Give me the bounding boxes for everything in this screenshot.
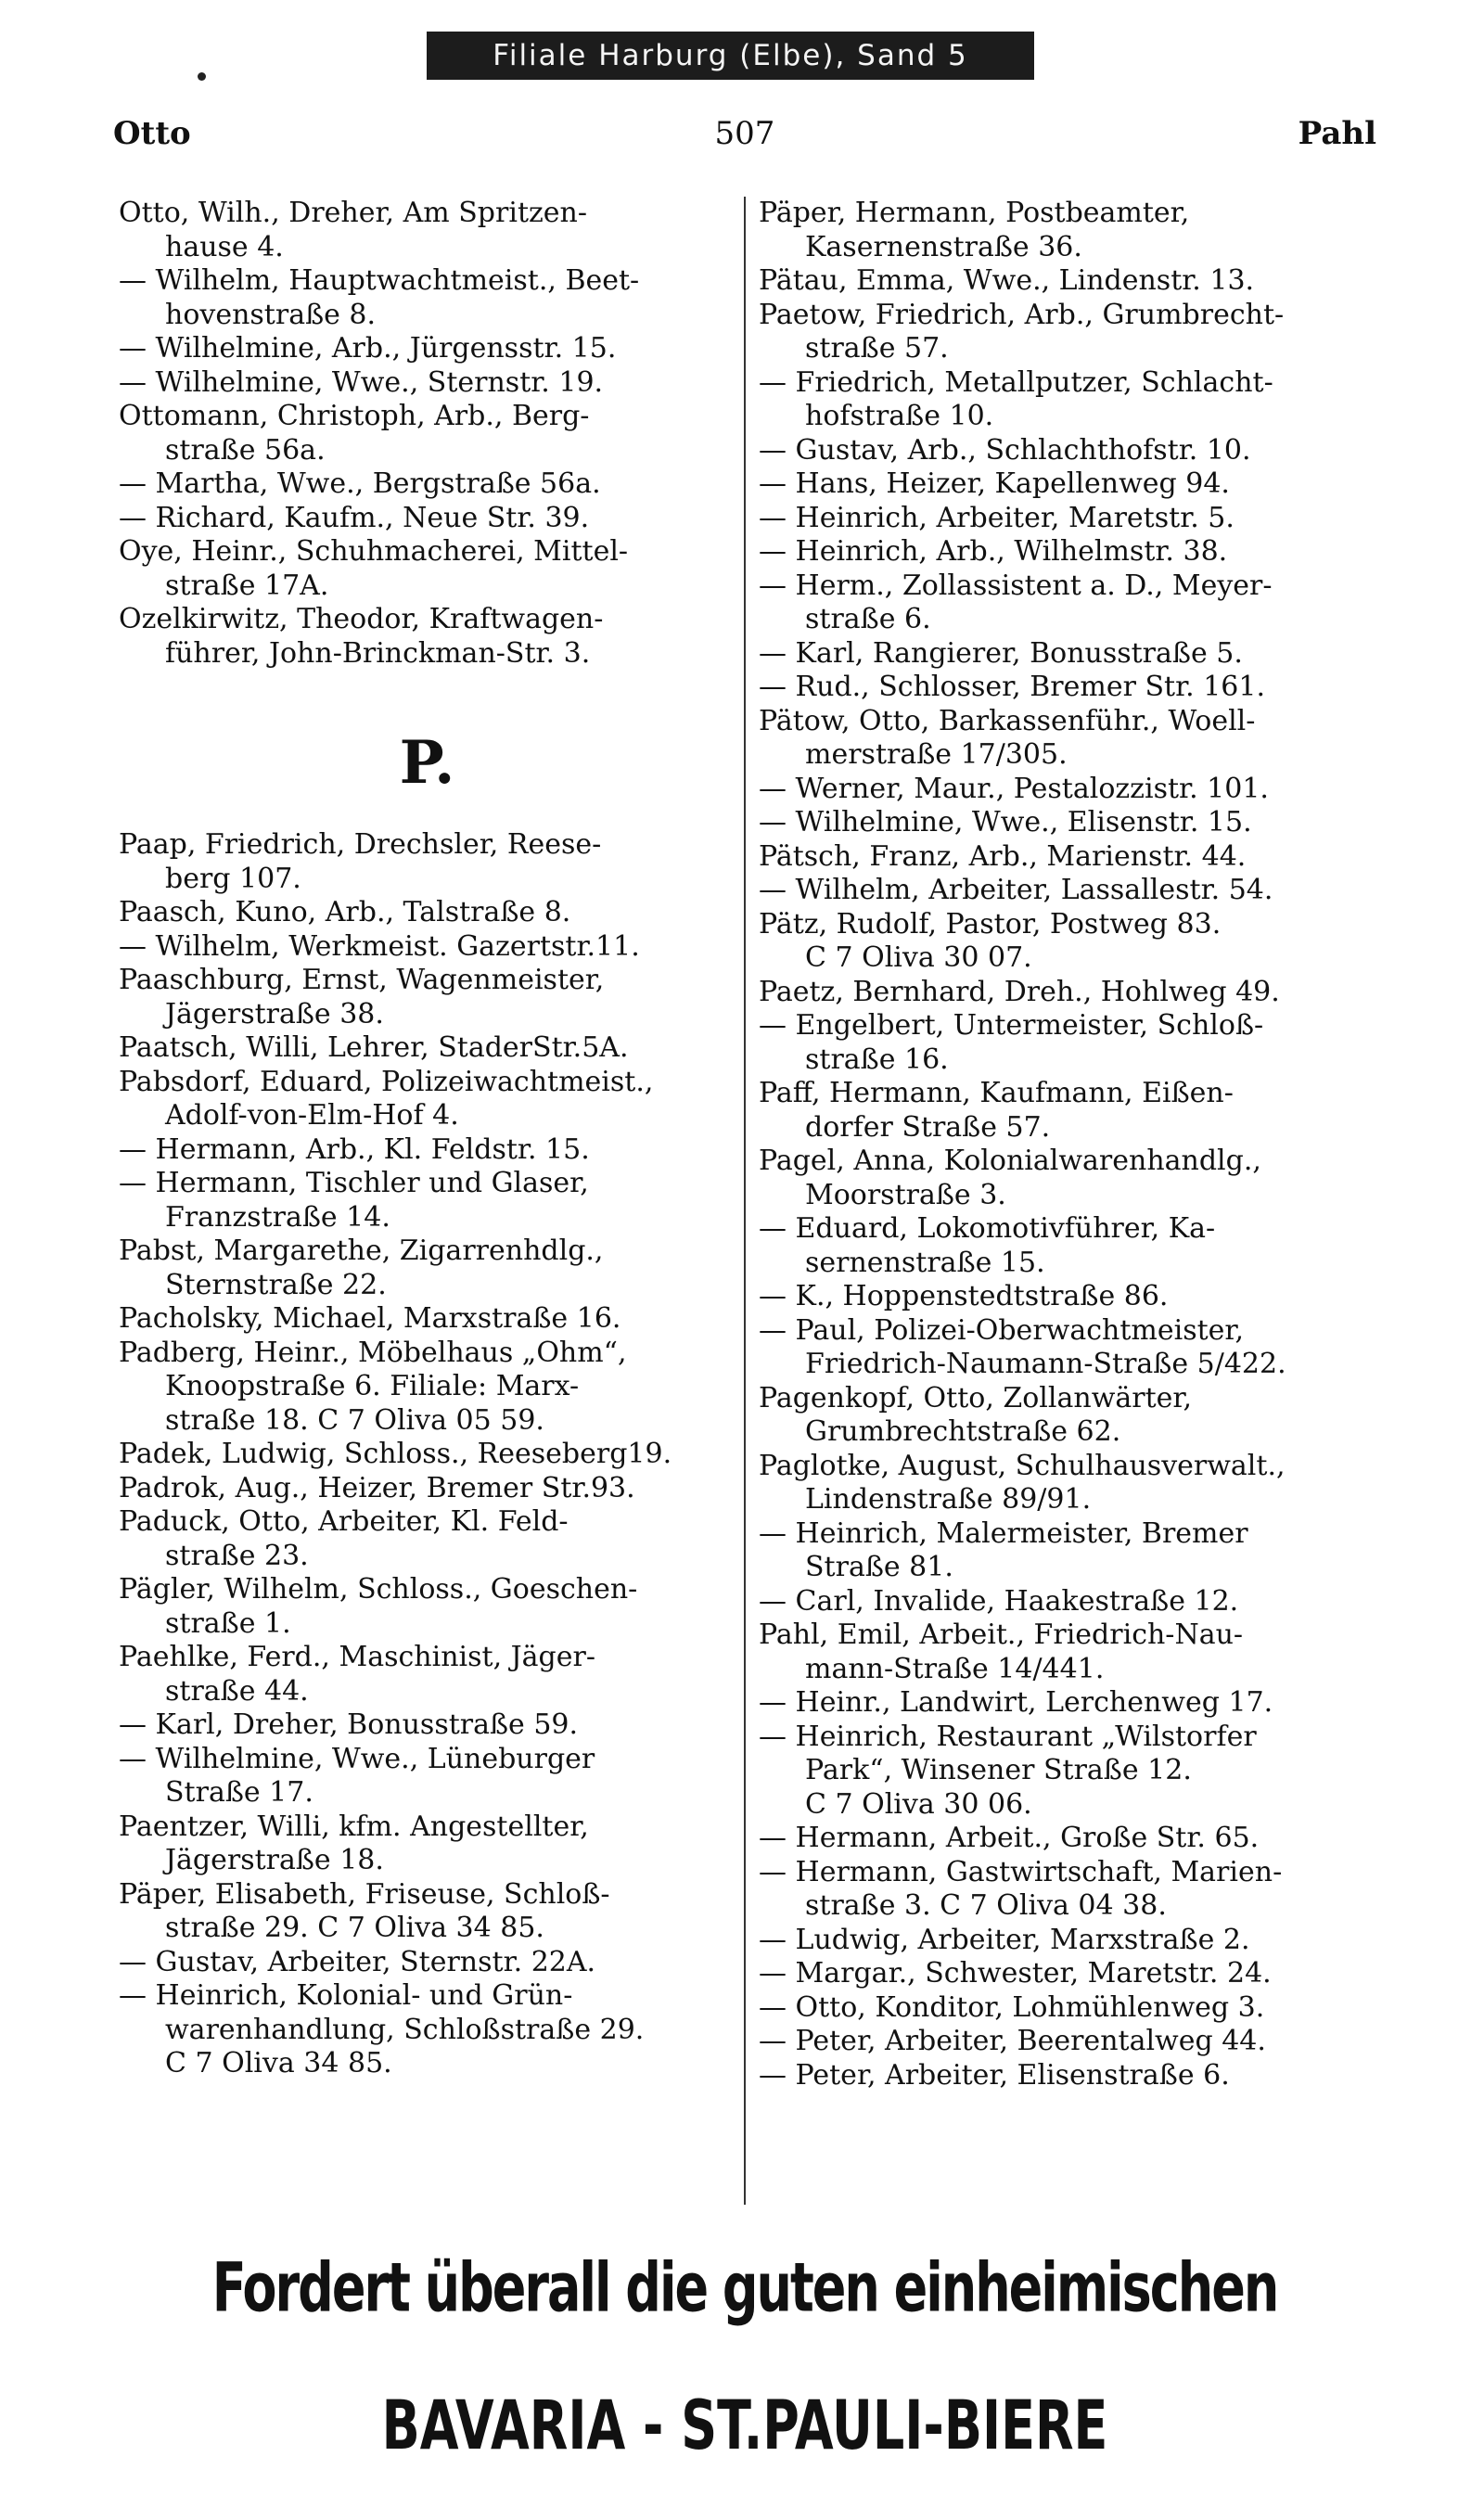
entry-line: — Heinrich, Arbeiter, Maretstr. 5. bbox=[759, 501, 1235, 534]
left-column bbox=[119, 197, 736, 2081]
entry-line: — Ludwig, Arbeiter, Marxstraße 2. bbox=[759, 1923, 1250, 1956]
entry-line: — Herm., Zollassistent a. D., Meyer- bbox=[759, 569, 1273, 602]
entry-continuation: C 7 Oliva 30 07. bbox=[805, 941, 1032, 974]
entry-line: — Hermann, Arb., Kl. Feldstr. 15. bbox=[119, 1132, 590, 1166]
entry-line: — Hermann, Tischler und Glaser, bbox=[119, 1167, 589, 1199]
directory-entry bbox=[119, 603, 736, 671]
entry-line: — Heinr., Landwirt, Lerchenweg 17. bbox=[759, 1686, 1273, 1719]
entry-continuation: Adolf-von-Elm-Hof 4. bbox=[165, 1099, 459, 1132]
directory-entry bbox=[119, 1031, 736, 1066]
entries-o bbox=[119, 197, 736, 671]
entry-line: — Wilhelmine, Wwe., Sternstr. 19. bbox=[119, 365, 604, 399]
directory-entry bbox=[119, 896, 736, 930]
entry-line: Paehlke, Ferd., Maschinist, Jäger- bbox=[119, 1641, 595, 1673]
entry-line: — Gustav, Arb., Schlachthofstr. 10. bbox=[759, 433, 1251, 467]
directory-entry bbox=[759, 535, 1375, 569]
directory-entry bbox=[759, 1382, 1375, 1450]
entry-line: — Wilhelm, Hauptwachtmeist., Beet- bbox=[119, 264, 640, 297]
directory-entry bbox=[759, 2059, 1375, 2093]
entry-line: — K., Hoppenstedtstraße 86. bbox=[759, 1280, 1169, 1312]
entry-line: Padek, Ludwig, Schloss., Reeseberg19. bbox=[119, 1438, 672, 1470]
entry-continuation: straße 17A. bbox=[165, 569, 329, 602]
ink-dot bbox=[198, 72, 206, 81]
entry-continuation: Jägerstraße 18. bbox=[165, 1844, 384, 1876]
entry-line: — Heinrich, Arb., Wilhelmstr. 38. bbox=[759, 535, 1228, 568]
entry-line: Paaschburg, Ernst, Wagenmeister, bbox=[119, 964, 605, 996]
directory-entry bbox=[119, 1167, 736, 1235]
entry-line: Pätz, Rudolf, Pastor, Postweg 83. bbox=[759, 907, 1222, 940]
directory-entry bbox=[119, 1708, 736, 1743]
entry-continuation: Sternstraße 22. bbox=[165, 1268, 387, 1301]
entry-continuation: berg 107. bbox=[165, 862, 301, 895]
entry-line: Paasch, Kuno, Arb., Talstraße 8. bbox=[119, 896, 571, 928]
entry-line: — Werner, Maur., Pestalozzistr. 101. bbox=[759, 772, 1269, 805]
entry-line: Padrok, Aug., Heizer, Bremer Str.93. bbox=[119, 1471, 635, 1504]
entry-continuation: mann-Straße 14/441. bbox=[805, 1652, 1105, 1685]
directory-entry bbox=[759, 2025, 1375, 2059]
directory-entry bbox=[119, 332, 736, 366]
directory-entry bbox=[119, 1133, 736, 1168]
directory-entry bbox=[119, 264, 736, 332]
entry-line: — Karl, Dreher, Bonusstraße 59. bbox=[119, 1708, 579, 1741]
entry-line: Päper, Elisabeth, Friseuse, Schloß- bbox=[119, 1877, 610, 1911]
directory-entry bbox=[759, 840, 1375, 875]
entry-line: — Friedrich, Metallputzer, Schlacht- bbox=[759, 365, 1273, 399]
entry-continuation: Straße 81. bbox=[805, 1551, 953, 1583]
directory-entry bbox=[119, 1235, 736, 1302]
directory-entry bbox=[759, 637, 1375, 672]
entries-right bbox=[759, 197, 1375, 2092]
entry-line: Pabsdorf, Eduard, Polizeiwachtmeist., bbox=[119, 1065, 654, 1098]
entry-line: — Wilhelm, Werkmeist. Gazertstr.11. bbox=[119, 929, 640, 963]
entry-line: — Gustav, Arbeiter, Sternstr. 22A. bbox=[119, 1945, 596, 1978]
directory-entry bbox=[119, 828, 736, 896]
entry-line: Pahl, Emil, Arbeit., Friedrich-Nau- bbox=[759, 1619, 1244, 1651]
directory-entry bbox=[119, 930, 736, 965]
entry-line: — Engelbert, Untermeister, Schloß- bbox=[759, 1009, 1264, 1042]
directory-entry bbox=[119, 535, 736, 603]
entry-line: — Wilhelmine, Wwe., Lüneburger bbox=[119, 1742, 595, 1775]
entry-line: Pacholsky, Michael, Marxstraße 16. bbox=[119, 1302, 621, 1335]
entry-line: — Peter, Arbeiter, Beerentalweg 44. bbox=[759, 2025, 1266, 2057]
directory-entry bbox=[119, 1438, 736, 1472]
entry-line: — Heinrich, Malermeister, Bremer bbox=[759, 1516, 1248, 1550]
directory-entry bbox=[759, 908, 1375, 976]
directory-entry bbox=[759, 874, 1375, 908]
entry-line: Otto, Wilh., Dreher, Am Spritzen- bbox=[119, 197, 588, 229]
directory-entry bbox=[759, 806, 1375, 840]
entry-line: Pägler, Wilhelm, Schloss., Goeschen- bbox=[119, 1573, 638, 1606]
entry-line: Ottomann, Christoph, Arb., Berg- bbox=[119, 400, 590, 432]
entry-continuation: straße 3. C 7 Oliva 04 38. bbox=[805, 1889, 1167, 1922]
entry-continuation: straße 23. bbox=[165, 1539, 309, 1572]
entry-continuation: Lindenstraße 89/91. bbox=[805, 1483, 1092, 1516]
column-divider bbox=[744, 197, 746, 2205]
entry-continuation: Straße 17. bbox=[165, 1776, 313, 1809]
directory-entry bbox=[759, 434, 1375, 468]
directory-entry bbox=[759, 976, 1375, 1010]
directory-entry bbox=[759, 1957, 1375, 1991]
entry-continuation: hofstraße 10. bbox=[805, 400, 994, 432]
entry-continuation: hause 4. bbox=[165, 230, 284, 263]
entry-line: — Peter, Arbeiter, Elisenstraße 6. bbox=[759, 2058, 1230, 2092]
directory-entry bbox=[119, 1743, 736, 1810]
directory-entry bbox=[759, 1314, 1375, 1382]
directory-entry bbox=[119, 1337, 736, 1439]
directory-entry bbox=[759, 197, 1375, 264]
page-number: 507 bbox=[714, 115, 775, 152]
entry-line: Pagenkopf, Otto, Zollanwärter, bbox=[759, 1381, 1192, 1414]
directory-entry bbox=[119, 1302, 736, 1337]
directory-entry bbox=[759, 1721, 1375, 1823]
entry-line: Paetz, Bernhard, Dreh., Hohlweg 49. bbox=[759, 975, 1280, 1008]
entry-line: Pätow, Otto, Barkassenführ., Woell- bbox=[759, 704, 1256, 737]
entry-continuation: Grumbrechtstraße 62. bbox=[805, 1415, 1121, 1448]
branch-banner: Filiale Harburg (Elbe), Sand 5 bbox=[427, 32, 1034, 80]
entry-line: — Karl, Rangierer, Bonusstraße 5. bbox=[759, 636, 1243, 670]
directory-entry bbox=[759, 1619, 1375, 1686]
directory-entry bbox=[119, 1505, 736, 1573]
entry-line: Paff, Hermann, Kaufmann, Eißen- bbox=[759, 1077, 1234, 1109]
directory-entry bbox=[119, 400, 736, 467]
directory-entry bbox=[119, 1472, 736, 1506]
entry-line: Paduck, Otto, Arbeiter, Kl. Feld- bbox=[119, 1505, 569, 1538]
directory-entry bbox=[759, 1856, 1375, 1924]
entry-line: Pagel, Anna, Kolonialwarenhandlg., bbox=[759, 1145, 1261, 1177]
entry-continuation: führer, John-Brinckman-Str. 3. bbox=[165, 636, 591, 670]
entry-line: — Margar., Schwester, Maretstr. 24. bbox=[759, 1957, 1272, 1990]
directory-entry bbox=[119, 467, 736, 502]
directory-entry bbox=[119, 1946, 736, 1980]
entry-line: — Heinrich, Kolonial- und Grün- bbox=[119, 1979, 573, 2012]
entry-continuation: straße 18. C 7 Oliva 05 59. bbox=[165, 1403, 544, 1437]
entry-continuation: dorfer Straße 57. bbox=[805, 1110, 1051, 1144]
entry-line: Paap, Friedrich, Drechsler, Reese- bbox=[119, 828, 602, 861]
directory-entry bbox=[759, 467, 1375, 502]
directory-entry bbox=[119, 366, 736, 401]
entry-continuation: Moorstraße 3. bbox=[805, 1178, 1006, 1211]
entry-line: Paatsch, Willi, Lehrer, StaderStr.5A. bbox=[119, 1031, 629, 1064]
directory-entry bbox=[759, 366, 1375, 434]
entry-line: Pätsch, Franz, Arb., Marienstr. 44. bbox=[759, 839, 1247, 873]
header-last-entry: Pahl bbox=[1298, 115, 1376, 152]
entry-continuation: Park“, Winsener Straße 12. bbox=[805, 1754, 1192, 1786]
directory-entry bbox=[759, 1517, 1375, 1585]
entry-line: — Carl, Invalide, Haakestraße 12. bbox=[759, 1584, 1239, 1618]
directory-entry bbox=[759, 1822, 1375, 1856]
directory-entry bbox=[119, 1810, 736, 1878]
entry-line: — Wilhelm, Arbeiter, Lassallestr. 54. bbox=[759, 874, 1273, 906]
header-first-entry: Otto bbox=[113, 115, 191, 152]
directory-entry bbox=[119, 964, 736, 1031]
entry-continuation: Knoopstraße 6. Filiale: Marx- bbox=[165, 1370, 580, 1402]
entry-line: — Paul, Polizei-Oberwachtmeister, bbox=[759, 1313, 1244, 1347]
entry-line: — Heinrich, Restaurant „Wilstorfer bbox=[759, 1720, 1257, 1753]
entry-continuation: Friedrich-Naumann-Straße 5/422. bbox=[805, 1348, 1286, 1380]
directory-entry bbox=[759, 502, 1375, 536]
entry-line: — Wilhelmine, Arb., Jürgensstr. 15. bbox=[119, 332, 617, 365]
directory-entry bbox=[759, 1009, 1375, 1077]
directory-entry bbox=[759, 1145, 1375, 1212]
directory-entry bbox=[759, 773, 1375, 807]
right-column bbox=[759, 197, 1375, 2092]
directory-entry bbox=[119, 1878, 736, 1946]
entry-line: Pabst, Margarethe, Zigarrenhdlg., bbox=[119, 1235, 604, 1267]
entry-line: — Hermann, Gastwirtschaft, Marien- bbox=[759, 1855, 1283, 1888]
entry-line: — Hermann, Arbeit., Große Str. 65. bbox=[759, 1822, 1260, 1854]
directory-entry bbox=[119, 197, 736, 264]
directory-entry bbox=[759, 1991, 1375, 2026]
directory-entry bbox=[119, 1573, 736, 1641]
entry-continuation: C 7 Oliva 30 06. bbox=[805, 1787, 1032, 1821]
entry-line: — Martha, Wwe., Bergstraße 56a. bbox=[119, 467, 601, 500]
entry-continuation: straße 56a. bbox=[165, 433, 326, 467]
directory-entry bbox=[759, 569, 1375, 637]
entry-continuation: merstraße 17/305. bbox=[805, 738, 1068, 771]
directory-entry bbox=[119, 1066, 736, 1133]
directory-entry bbox=[759, 671, 1375, 705]
entry-line: Ozelkirwitz, Theodor, Kraftwagen- bbox=[119, 603, 604, 635]
ad-brand: BAVARIA - ST.PAULI-BIERE bbox=[381, 2386, 1108, 2465]
ad-text: Fordert überall die guten einheimischen bbox=[211, 2247, 1278, 2327]
entry-continuation: straße 16. bbox=[805, 1043, 949, 1076]
entry-line: Paglotke, August, Schulhausverwalt., bbox=[759, 1449, 1286, 1482]
entries-p bbox=[119, 828, 736, 2081]
entry-continuation: Jägerstraße 38. bbox=[165, 997, 384, 1030]
entry-continuation: straße 1. bbox=[165, 1606, 291, 1640]
entry-continuation: sernenstraße 15. bbox=[805, 1246, 1045, 1279]
entry-continuation: C 7 Oliva 34 85. bbox=[165, 2047, 392, 2079]
directory-entry bbox=[759, 1450, 1375, 1517]
entry-line: — Hans, Heizer, Kapellenweg 94. bbox=[759, 467, 1230, 500]
directory-entry bbox=[759, 1585, 1375, 1619]
directory-entry bbox=[759, 1280, 1375, 1314]
entry-line: Päper, Hermann, Postbeamter, bbox=[759, 197, 1190, 229]
entry-line: Padberg, Heinr., Möbelhaus „Ohm“, bbox=[119, 1336, 627, 1369]
entry-continuation: Franzstraße 14. bbox=[165, 1200, 390, 1234]
entry-line: — Eduard, Lokomotivführer, Ka- bbox=[759, 1212, 1216, 1245]
entry-continuation: straße 6. bbox=[805, 603, 931, 635]
entry-continuation: straße 29. C 7 Oliva 34 85. bbox=[165, 1912, 544, 1944]
advertisement bbox=[109, 2220, 1380, 2465]
directory-entry bbox=[759, 264, 1375, 299]
entry-line: Pätau, Emma, Wwe., Lindenstr. 13. bbox=[759, 264, 1255, 297]
directory-entry bbox=[119, 1979, 736, 2081]
entry-continuation: straße 44. bbox=[165, 1674, 309, 1708]
entry-line: — Otto, Konditor, Lohmühlenweg 3. bbox=[759, 1990, 1265, 2024]
entry-continuation: Kasernenstraße 36. bbox=[805, 230, 1082, 263]
section-letter: P. bbox=[399, 728, 455, 798]
directory-entry bbox=[759, 1686, 1375, 1721]
entry-line: — Wilhelmine, Wwe., Elisenstr. 15. bbox=[759, 806, 1252, 838]
entry-line: — Rud., Schlosser, Bremer Str. 161. bbox=[759, 671, 1265, 703]
entry-continuation: straße 57. bbox=[805, 332, 949, 365]
directory-entry bbox=[759, 705, 1375, 773]
directory-entry bbox=[759, 1077, 1375, 1145]
entry-line: Paetow, Friedrich, Arb., Grumbrecht- bbox=[759, 298, 1285, 331]
directory-entry bbox=[759, 1212, 1375, 1280]
entry-line: Oye, Heinr., Schuhmacherei, Mittel- bbox=[119, 535, 629, 568]
entry-line: — Richard, Kaufm., Neue Str. 39. bbox=[119, 501, 590, 534]
page-header bbox=[113, 115, 1376, 167]
directory-entry bbox=[759, 299, 1375, 366]
directory-entry bbox=[119, 502, 736, 536]
entry-continuation: warenhandlung, Schloßstraße 29. bbox=[165, 2013, 645, 2046]
directory-entry bbox=[759, 1924, 1375, 1958]
entry-line: Paentzer, Willi, kfm. Angestellter, bbox=[119, 1810, 589, 1843]
entry-continuation: hovenstraße 8. bbox=[165, 298, 377, 331]
directory-entry bbox=[119, 1641, 736, 1708]
